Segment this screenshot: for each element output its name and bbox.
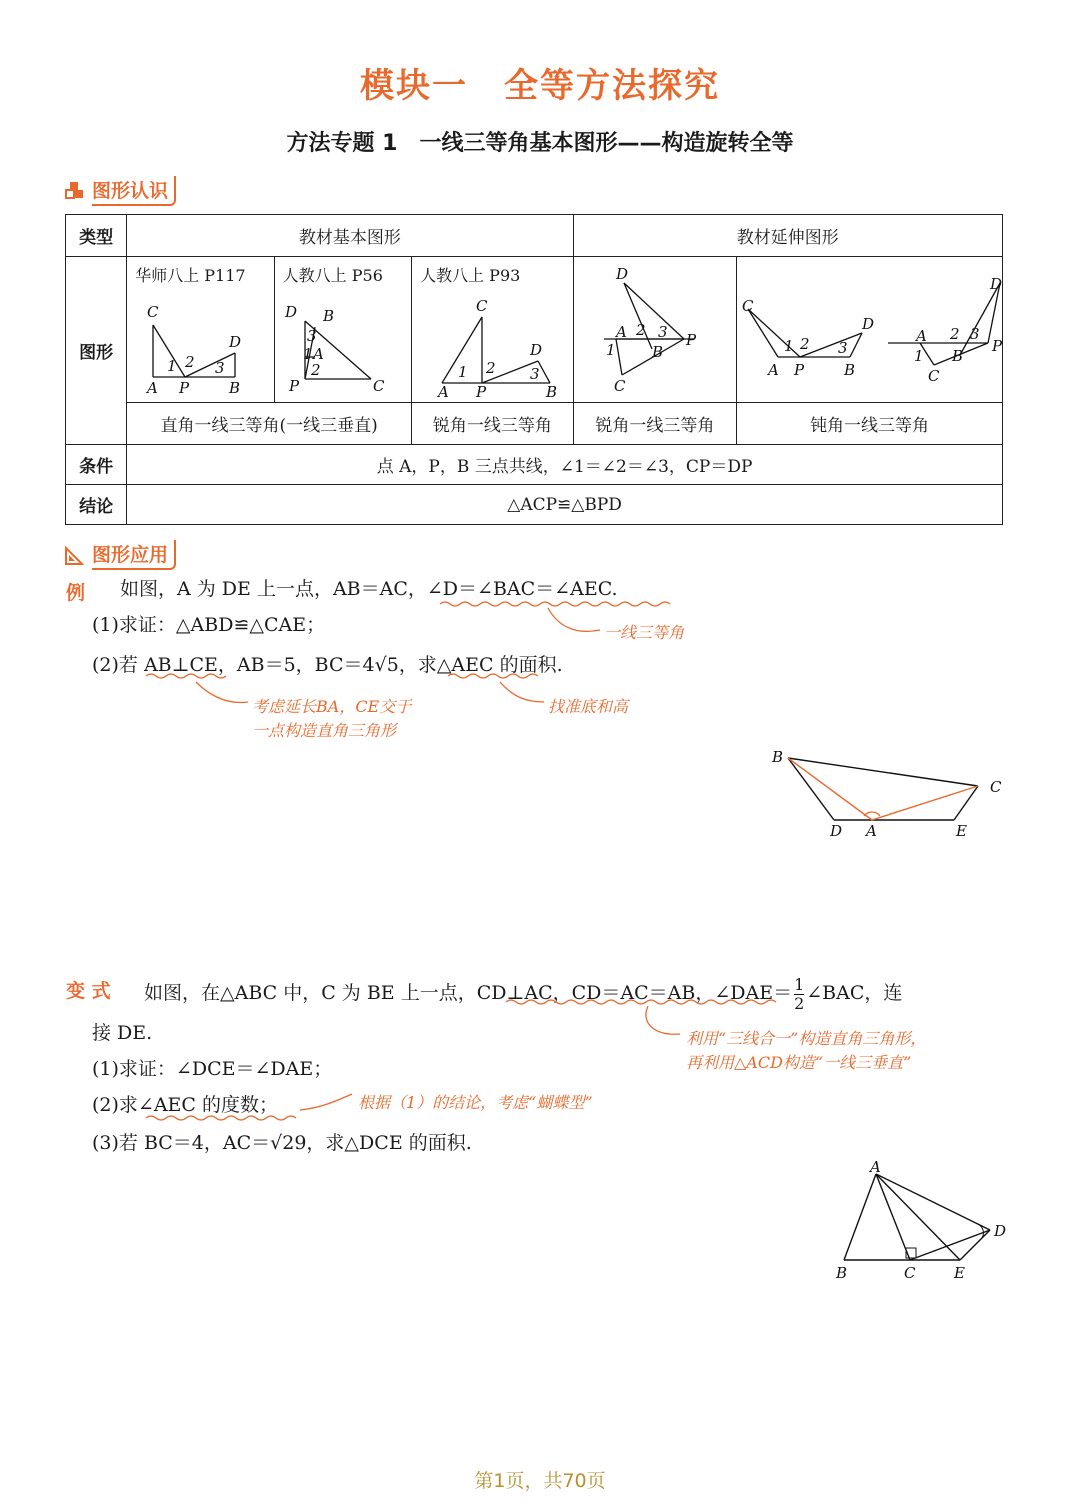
fraction-denominator: 2 (794, 993, 805, 1013)
svg-text:3: 3 (215, 359, 225, 377)
example-figure (760, 740, 1020, 850)
section1-title: 图形认识 (92, 176, 176, 206)
svg-text:D: D (284, 303, 297, 321)
figure-right-angle-2 (275, 287, 411, 397)
page-subtitle: 方法专题 1 一线三等角基本图形——构造旋转全等 (286, 131, 794, 156)
svg-text:1: 1 (302, 345, 313, 363)
note-three-lines: 利用“三线合一”构造直角三角形， (686, 1029, 927, 1048)
example-label: 例 (66, 582, 86, 604)
svg-text:A: A (870, 1160, 881, 1176)
figure-cell-3 (412, 257, 574, 403)
variant-stem-2: 接 DE. (92, 1022, 153, 1044)
svg-text:C: C (613, 377, 626, 395)
example-stem: 如图，A 为 DE 上一点，AB＝AC，∠D＝∠BAC＝∠AEC. (120, 578, 618, 600)
svg-text:D: D (861, 315, 874, 333)
svg-text:C: C (904, 1264, 916, 1282)
svg-text:A: A (866, 822, 877, 840)
svg-text:2: 2 (486, 359, 496, 377)
section-header-recognition (64, 176, 176, 206)
note-butterfly: 根据（1）的结论，考虑“蝴蝶型” (358, 1093, 593, 1112)
source-2: 人教八上 P56 (282, 266, 383, 285)
svg-text:D: D (830, 822, 843, 840)
conclusion-text: △ACP≌△BPD (127, 485, 1003, 525)
svg-text:C: C (927, 367, 940, 385)
svg-text:1: 1 (783, 337, 794, 355)
svg-text:3: 3 (306, 327, 317, 345)
svg-text:C: C (372, 377, 385, 395)
svg-text:2: 2 (635, 321, 646, 339)
figure-name-4: 钝角一线三等角 (737, 403, 1003, 445)
svg-text:B: B (772, 748, 784, 766)
svg-text:P: P (179, 379, 190, 397)
svg-text:A: A (438, 383, 450, 397)
svg-text:D: D (989, 275, 1002, 293)
svg-text:1: 1 (458, 363, 468, 381)
svg-text:A: A (147, 379, 159, 397)
svg-text:A: A (915, 327, 927, 345)
variant-stem-1-text: 如图，在△ABC 中，C 为 BE 上一点，CD⊥AC，CD＝AC＝AB，∠DAE＝ (144, 982, 793, 1005)
svg-text:2: 2 (185, 353, 195, 371)
svg-text:2: 2 (949, 325, 960, 343)
svg-text:D: D (994, 1222, 1007, 1240)
figure-cell-1 (127, 257, 274, 403)
cubes-icon (64, 180, 86, 202)
figure-cell-2 (274, 257, 411, 403)
fraction-numerator: 1 (794, 975, 805, 994)
svg-text:E: E (954, 1264, 965, 1282)
figure-name-3: 锐角一线三等角 (573, 403, 737, 445)
figure-cell-5 (737, 257, 1003, 403)
set-square-icon (64, 544, 86, 566)
variant-stem-1-end: ∠BAC，连 (806, 982, 903, 1005)
svg-text:A: A (767, 361, 779, 379)
section2-title: 图形应用 (92, 540, 176, 570)
svg-text:P: P (991, 337, 1002, 355)
note-extend-lines-1: 考虑延长BA，CE交于 (252, 697, 412, 716)
figure-acute (412, 287, 572, 397)
svg-text:C: C (741, 297, 754, 315)
svg-text:D: D (615, 265, 628, 283)
svg-text:1: 1 (605, 341, 616, 359)
svg-text:3: 3 (530, 365, 540, 383)
svg-text:A: A (615, 323, 627, 341)
svg-text:B: B (651, 343, 663, 361)
note-base-height: 找准底和高 (548, 697, 629, 716)
figure-name-2: 锐角一线三等角 (412, 403, 574, 445)
figure-obtuse (738, 257, 1002, 397)
svg-text:1: 1 (913, 347, 924, 365)
header-type: 类型 (66, 215, 127, 257)
title-part1: 模块一 (360, 66, 468, 106)
svg-text:2: 2 (799, 335, 810, 353)
section-header-application (64, 540, 176, 570)
title-part2: 全等方法探究 (504, 66, 720, 106)
svg-text:3: 3 (837, 339, 848, 357)
svg-text:C: C (990, 778, 1002, 796)
svg-text:A: A (312, 345, 324, 363)
figure-name-1: 直角一线三等角(一线三垂直) (127, 403, 412, 445)
page-footer: 第1页，共70页 (474, 1470, 606, 1492)
svg-text:C: C (476, 297, 488, 315)
row-condition-label: 条件 (66, 445, 127, 485)
header-basic: 教材基本图形 (127, 215, 573, 257)
svg-text:B: B (836, 1264, 848, 1282)
svg-text:B: B (951, 347, 963, 365)
svg-text:B: B (229, 379, 241, 397)
svg-text:E: E (956, 822, 967, 840)
svg-text:D: D (530, 341, 543, 359)
page-title (0, 58, 1080, 107)
svg-text:2: 2 (310, 361, 321, 379)
example-q1: (1)求证：△ABD≌△CAE； (92, 614, 326, 636)
variant-q1: (1)求证：∠DCE＝∠DAE； (92, 1058, 333, 1080)
source-3: 人教八上 P93 (420, 266, 521, 285)
svg-text:B: B (843, 361, 855, 379)
svg-text:B: B (546, 383, 558, 397)
row-figure-label: 图形 (66, 257, 127, 445)
note-extend-lines-2: 一点构造直角三角形 (252, 721, 397, 740)
condition-text: 点 A，P，B 三点共线，∠1＝∠2＝∠3，CP＝DP (127, 445, 1003, 485)
figure-acute-extended (574, 257, 736, 397)
svg-text:P: P (685, 331, 696, 349)
svg-text:3: 3 (969, 325, 980, 343)
source-1: 华师八上 P117 (135, 266, 246, 285)
note-one-line-three-angles: 一线三等角 (604, 623, 685, 642)
svg-text:P: P (288, 377, 299, 395)
figure-table (65, 214, 1003, 525)
row-conclusion-label: 结论 (66, 485, 127, 525)
svg-text:B: B (322, 307, 334, 325)
header-extended: 教材延伸图形 (573, 215, 1002, 257)
svg-text:D: D (229, 333, 242, 351)
svg-text:P: P (476, 383, 487, 397)
example-annotations (0, 590, 1080, 750)
svg-text:P: P (793, 361, 804, 379)
variant-figure (820, 1160, 1020, 1290)
variant-q2: (2)求∠AEC 的度数； (92, 1094, 279, 1116)
variant-label: 变 式 (66, 980, 111, 1002)
example-q2: (2)若 AB⊥CE，AB＝5，BC＝4√5，求△AEC 的面积. (92, 654, 563, 676)
svg-text:3: 3 (657, 323, 668, 341)
note-one-line-three-perp: 再利用△ACD构造“一线三垂直” (686, 1053, 912, 1072)
svg-text:C: C (147, 303, 159, 321)
variant-q3: (3)若 BC＝4，AC＝√29，求△DCE 的面积. (92, 1132, 472, 1154)
svg-text:1: 1 (167, 357, 177, 375)
figure-cell-4 (573, 257, 737, 403)
figure-right-angle (127, 287, 273, 397)
